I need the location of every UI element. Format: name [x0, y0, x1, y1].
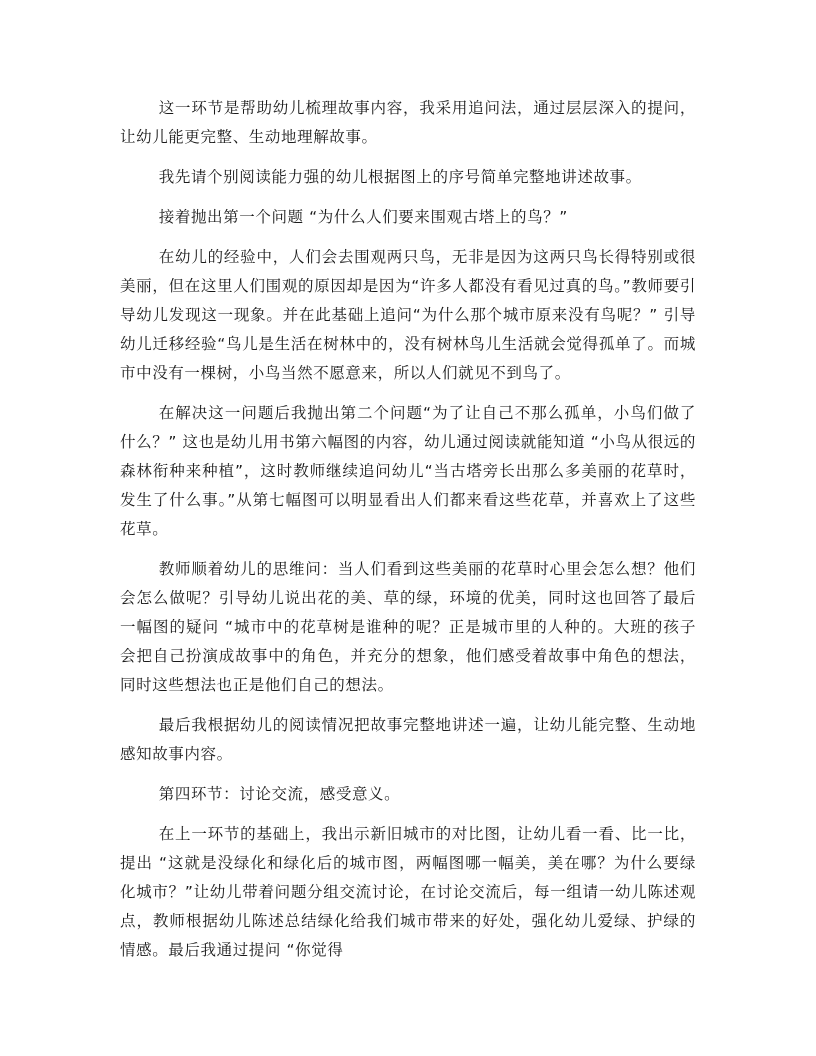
paragraph: 在上一环节的基础上，我出示新旧城市的对比图，让幼儿看一看、比一比，提出 “这就是没绿化和绿化后的城市图，两幅图哪一幅美，美在哪？为什么要绿化城市？”让幼儿带着问题分组交流讨论，在讨论交流后，每一组请一幼儿陈述观点，教师根据幼儿陈述总结绿化给我们城市带来的好处，强化幼儿爱绿、护绿的情感。最后我通过提问 “你觉得 [120, 825, 696, 959]
paragraph: 教师顺着幼儿的思维问：当人们看到这些美丽的花草时心里会怎么想？他们会怎么做呢？引导幼儿说出花的美、草的绿，环境的优美，同时这也回答了最后一幅图的疑问 “城市中的花草树是谁种的呢？正是城市里的人种的。大班的孩子会把自己扮演成故事中的角色，并充分的想象，他们感受着故事中角色的想法，同时这些想法也正是他们自己的想法。 [120, 560, 696, 694]
paragraph: 接着抛出第一个问题 “为什么人们要来围观古塔上的鸟？” [158, 208, 568, 226]
paragraph: 这一环节是帮助幼儿梳理故事内容，我采用追问法，通过层层深入的提问，让幼儿能更完整、生动地理解故事。 [120, 99, 696, 146]
paragraph: 我先请个别阅读能力强的幼儿根据图上的序号简单完整地讲述故事。 [158, 168, 642, 186]
section-heading: 第四环节：讨论交流，感受意义。 [158, 785, 401, 803]
document-body [120, 94, 696, 976]
paragraph: 最后我根据幼儿的阅读情况把故事完整地讲述一遍，让幼儿能完整、生动地感知故事内容。 [120, 716, 696, 763]
paragraph: 在幼儿的经验中，人们会去围观两只鸟，无非是因为这两只鸟长得特别或很美丽，但在这里人们围观的原因却是因为“许多人都没有看见过真的鸟。”教师要引导幼儿发现这一现象。并在此基础上追问“为什么那个城市原来没有鸟呢？” 引导幼儿迁移经验“鸟儿是生活在树林中的，没有树林鸟儿生活就会觉得孤单了。而城市中没有一棵树，小鸟当然不愿意来，所以人们就见不到鸟了。 [120, 248, 696, 382]
paragraph: 在解决这一问题后我抛出第二个问题“为了让自己不那么孤单，小鸟们做了什么？” 这也是幼儿用书第六幅图的内容，幼儿通过阅读就能知道 “小鸟从很远的森林衔种来种植”，这时教师继续追问幼儿“当古塔旁长出那么多美丽的花草时，发生了什么事。”从第七幅图可以明显看出人们都来看这些花草，并喜欢上了这些花草。 [120, 404, 696, 538]
